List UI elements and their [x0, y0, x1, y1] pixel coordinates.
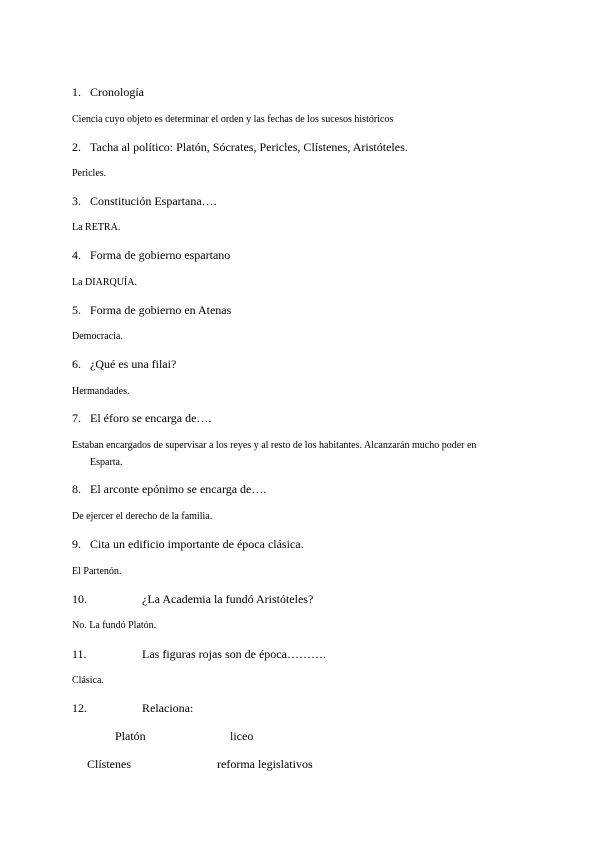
answer-7-line-1: Estaban encargados de supervisar a los reyes y al resto de los habitantes. Alcanzarán mucho poder en [72, 440, 477, 451]
match-left-2: Clístenes [87, 757, 131, 771]
question-2 [72, 140, 408, 154]
question-number: 4. [72, 248, 81, 262]
question-text: Tacha al político: Platón, Sócrates, Pericles, Clístenes, Aristóteles. [90, 140, 408, 154]
answer-9: El Partenón. [72, 566, 122, 577]
question-text: Forma de gobierno espartano [90, 248, 231, 262]
question-12 [72, 701, 193, 715]
match-right-1: liceo [230, 729, 254, 743]
question-text: Las figuras rojas son de época………. [142, 647, 326, 661]
question-number: 11. [72, 647, 87, 661]
question-text: ¿La Academia la fundó Aristóteles? [142, 592, 314, 606]
question-text: Cita un edificio importante de época clásica. [90, 537, 304, 551]
question-9 [72, 537, 304, 551]
question-number: 2. [72, 140, 81, 154]
question-text: Cronología [90, 85, 144, 99]
question-text: Forma de gobierno en Atenas [90, 303, 232, 317]
question-8 [72, 482, 266, 496]
question-number: 9. [72, 537, 81, 551]
question-text: El éforo se encarga de…. [90, 411, 212, 425]
question-7 [72, 411, 211, 425]
answer-5: Democracia. [72, 331, 123, 342]
question-4 [72, 248, 230, 262]
question-number: 1. [72, 85, 81, 99]
question-text: Constitución Espartana…. [90, 194, 217, 208]
answer-2: Pericles. [72, 168, 107, 179]
answer-11: Clásica. [72, 675, 104, 686]
match-right-2: reforma legislativos [217, 757, 313, 771]
question-number: 8. [72, 482, 81, 496]
question-5 [72, 303, 231, 317]
question-10 [72, 592, 313, 606]
question-6 [72, 357, 176, 371]
question-number: 5. [72, 303, 81, 317]
question-number: 12. [72, 701, 87, 715]
question-11 [72, 647, 326, 661]
answer-7-line-2: Esparta. [90, 457, 123, 468]
question-text: El arconte epónimo se encarga de…. [90, 482, 267, 496]
question-3 [72, 194, 217, 208]
question-1 [72, 85, 144, 99]
question-number: 10. [72, 592, 87, 606]
answer-1: Ciencia cuyo objeto es determinar el orden y las fechas de los sucesos históricos [72, 114, 394, 125]
question-number: 6. [72, 357, 81, 371]
match-left-1: Platón [115, 729, 146, 743]
answer-10: No. La fundó Platón. [72, 620, 157, 631]
answer-8: De ejercer el derecho de la familia. [72, 511, 213, 522]
question-text: Relaciona: [142, 701, 194, 715]
answer-4: La DIARQUÍA. [72, 277, 137, 288]
question-number: 3. [72, 194, 81, 208]
answer-6: Hermandades. [72, 386, 130, 397]
question-text: ¿Qué es una filai? [90, 357, 177, 371]
question-number: 7. [72, 411, 81, 425]
answer-3: La RETRA. [72, 222, 121, 233]
